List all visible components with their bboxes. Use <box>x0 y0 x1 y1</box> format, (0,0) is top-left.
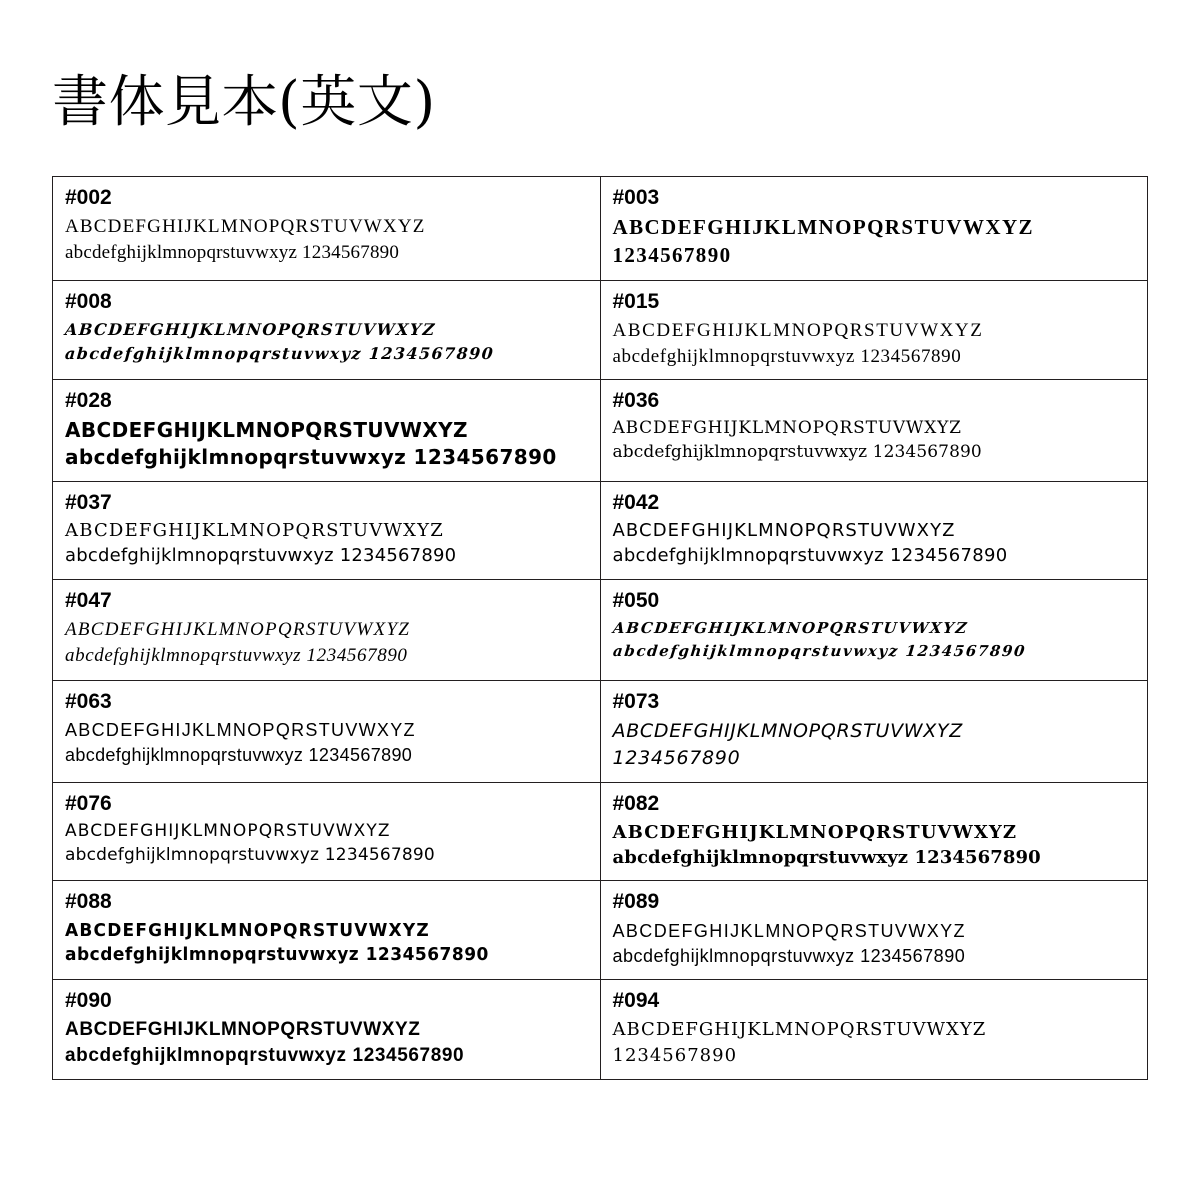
specimen-sample-text <box>613 820 1136 870</box>
specimen-row <box>53 177 1148 281</box>
specimen-line-uppercase: ABCDEFGHIJKLMNOPQRSTUVWXYZ <box>64 319 437 339</box>
specimen-code: #076 <box>65 791 112 815</box>
specimen-sample-text <box>65 519 588 569</box>
specimen-sample-text <box>613 718 1136 772</box>
specimen-sample-text <box>613 318 1136 369</box>
specimen-sample-text <box>613 617 1136 664</box>
specimen-code: #028 <box>65 389 112 413</box>
specimen-sample-text <box>65 617 588 669</box>
specimen-sample-text <box>613 1017 1136 1068</box>
specimen-line-lowercase: abcdefghijklmnopqrstuvwxyz 1234567890 <box>612 545 1008 567</box>
specimen-line-lowercase: abcdefghijklmnopqrstuvwxyz 1234567890 <box>612 442 982 463</box>
specimen-sample-text <box>613 519 1136 569</box>
specimen-line-uppercase: ABCDEFGHIJKLMNOPQRSTUVWXYZ <box>612 920 966 941</box>
specimen-line-lowercase: abcdefghijklmnopqrstuvwxyz 1234567890 <box>65 241 400 263</box>
specimen-cell <box>600 380 1148 482</box>
specimen-row <box>53 980 1148 1080</box>
specimen-sample-text <box>65 919 588 968</box>
specimen-line-lowercase: abcdefghijklmnopqrstuvwxyz 1234567890 <box>65 545 457 567</box>
specimen-line-uppercase: ABCDEFGHIJKLMNOPQRSTUVWXYZ <box>612 1019 987 1041</box>
specimen-line-uppercase: ABCDEFGHIJKLMNOPQRSTUVWXYZ <box>612 822 1018 844</box>
specimen-sample-text <box>613 919 1136 969</box>
specimen-cell <box>53 482 601 580</box>
specimen-code: #089 <box>612 890 660 914</box>
specimen-code: #094 <box>612 989 660 1013</box>
specimen-line-lowercase: abcdefghijklmnopqrstuvwxyz 1234567890 <box>64 343 495 363</box>
specimen-cell <box>600 280 1148 380</box>
specimen-line-uppercase: ABCDEFGHIJKLMNOPQRSTUVWXYZ <box>65 719 416 740</box>
specimen-line-lowercase: abcdefghijklmnopqrstuvwxyz 1234567890 <box>612 847 1041 869</box>
specimen-cell <box>53 380 601 482</box>
specimen-line-lowercase: 1234567890 <box>612 242 732 267</box>
specimen-line-uppercase: ABCDEFGHIJKLMNOPQRSTUVWXYZ <box>65 920 430 942</box>
specimen-line-lowercase: abcdefghijklmnopqrstuvwxyz 1234567890 <box>65 1045 465 1067</box>
specimen-cell <box>600 579 1148 680</box>
specimen-code: #088 <box>65 890 112 914</box>
specimen-row <box>53 380 1148 482</box>
specimen-code: #073 <box>612 689 660 713</box>
specimen-code: #003 <box>612 186 660 209</box>
specimen-code: #002 <box>65 186 112 209</box>
specimen-cell <box>53 579 601 680</box>
specimen-line-lowercase: 1234567890 <box>612 1044 738 1066</box>
specimen-row <box>53 579 1148 680</box>
specimen-row <box>53 482 1148 580</box>
font-specimen-table <box>52 176 1148 1080</box>
specimen-sample-text <box>65 718 588 768</box>
specimen-cell <box>600 980 1148 1080</box>
specimen-code: #050 <box>612 588 660 612</box>
specimen-code: #015 <box>612 289 660 313</box>
specimen-sample-text <box>65 417 588 471</box>
specimen-line-uppercase: ABCDEFGHIJKLMNOPQRSTUVWXYZ <box>612 215 1034 240</box>
specimen-line-uppercase: ABCDEFGHIJKLMNOPQRSTUVWXYZ <box>612 418 962 439</box>
specimen-row <box>53 782 1148 881</box>
specimen-code: #082 <box>612 791 660 815</box>
specimen-line-lowercase: abcdefghijklmnopqrstuvwxyz 1234567890 <box>612 345 962 367</box>
specimen-line-uppercase: ABCDEFGHIJKLMNOPQRSTUVWXYZ <box>612 520 956 542</box>
specimen-cell <box>600 782 1148 881</box>
specimen-cell <box>53 782 601 881</box>
specimen-cell <box>53 280 601 380</box>
specimen-code: #036 <box>612 389 660 413</box>
specimen-code: #090 <box>65 989 112 1013</box>
specimen-cell <box>53 980 601 1080</box>
specimen-cell <box>600 482 1148 580</box>
specimen-line-lowercase: abcdefghijklmnopqrstuvwxyz 1234567890 <box>65 944 489 966</box>
specimen-cell <box>53 881 601 980</box>
specimen-line-lowercase: abcdefghijklmnopqrstuvwxyz 1234567890 <box>65 744 413 765</box>
specimen-sample-text <box>65 318 588 366</box>
specimen-line-uppercase: ABCDEFGHIJKLMNOPQRSTUVWXYZ <box>65 619 411 641</box>
specimen-cell <box>600 177 1148 281</box>
specimen-code: #037 <box>65 491 112 515</box>
specimen-cell <box>600 881 1148 980</box>
specimen-line-uppercase: ABCDEFGHIJKLMNOPQRSTUVWXYZ <box>612 319 984 341</box>
specimen-code: #063 <box>65 689 112 713</box>
specimen-line-uppercase: ABCDEFGHIJKLMNOPQRSTUVWXYZ <box>65 520 444 542</box>
specimen-line-lowercase: abcdefghijklmnopqrstuvwxyz 1234567890 <box>65 645 408 667</box>
specimen-sample-text <box>65 1017 588 1069</box>
specimen-code: #008 <box>65 289 112 313</box>
specimen-line-lowercase: abcdefghijklmnopqrstuvwxyz 1234567890 <box>65 844 435 865</box>
specimen-sample-text <box>613 214 1136 269</box>
specimen-sample-text <box>613 417 1136 465</box>
specimen-line-uppercase: ABCDEFGHIJKLMNOPQRSTUVWXYZ <box>611 619 969 638</box>
specimen-line-lowercase: 1234567890 <box>612 746 741 769</box>
specimen-line-uppercase: ABCDEFGHIJKLMNOPQRSTUVWXYZ <box>612 719 963 742</box>
specimen-row <box>53 280 1148 380</box>
specimen-code: #042 <box>612 491 660 515</box>
specimen-cell <box>600 680 1148 782</box>
specimen-sample-text <box>65 214 588 265</box>
specimen-row <box>53 680 1148 782</box>
specimen-line-lowercase: abcdefghijklmnopqrstuvwxyz 1234567890 <box>611 642 1027 661</box>
specimen-line-uppercase: ABCDEFGHIJKLMNOPQRSTUVWXYZ <box>65 1019 421 1041</box>
specimen-row <box>53 881 1148 980</box>
specimen-line-uppercase: ABCDEFGHIJKLMNOPQRSTUVWXYZ <box>65 418 468 443</box>
specimen-code: #047 <box>65 588 112 612</box>
specimen-cell <box>53 680 601 782</box>
specimen-sample-text <box>65 820 588 868</box>
specimen-line-uppercase: ABCDEFGHIJKLMNOPQRSTUVWXYZ <box>65 216 426 238</box>
specimen-table-body <box>53 177 1148 1080</box>
page-title: 書体見本(英文) <box>52 69 436 135</box>
specimen-line-lowercase: abcdefghijklmnopqrstuvwxyz 1234567890 <box>612 945 966 966</box>
specimen-cell <box>53 177 601 281</box>
specimen-line-lowercase: abcdefghijklmnopqrstuvwxyz 1234567890 <box>65 445 557 470</box>
specimen-line-uppercase: ABCDEFGHIJKLMNOPQRSTUVWXYZ <box>65 821 391 842</box>
